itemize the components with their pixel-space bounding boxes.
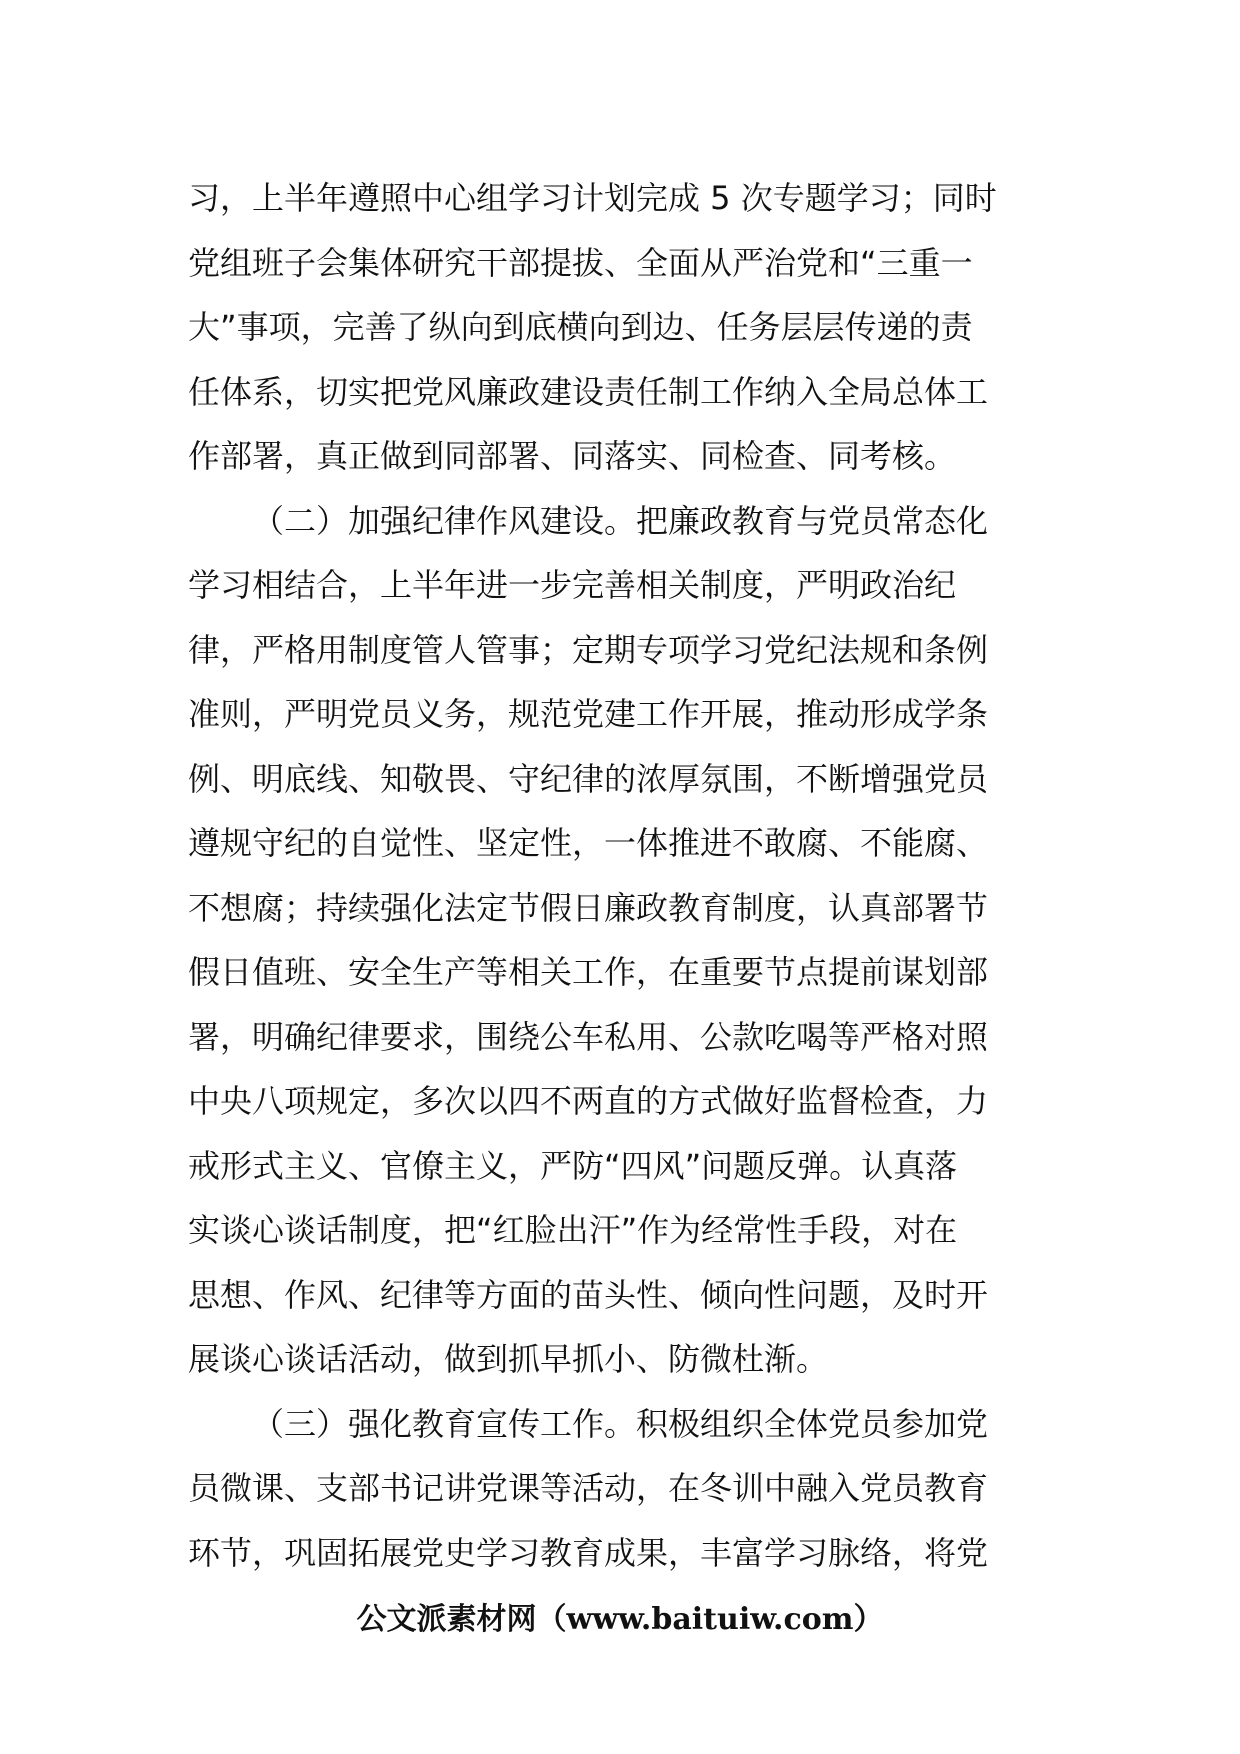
text-line: 假日值班、安全生产等相关工作，在重要节点提前谋划部 [188, 953, 989, 991]
text-line: 展谈心谈话活动，做到抓早抓小、防微杜渐。 [188, 1340, 829, 1378]
section-heading-line: （二）加强纪律作风建设。把廉政教育与党员常态化 [252, 501, 989, 540]
text-line: 戒形式主义、官僚主义，严防“四风”问题反弹。认真落 [188, 1146, 958, 1185]
text-line: 环节，巩固拓展党史学习教育成果，丰富学习脉络，将党 [188, 1533, 989, 1572]
section-heading-line: （三）强化教育宣传工作。积极组织全体党员参加党 [252, 1404, 989, 1443]
text-line: 律，严格用制度管人管事；定期专项学习党纪法规和条例 [188, 630, 989, 669]
text-line: 准则，严明党员义务，规范党建工作开展，推动形成学条 [188, 695, 989, 733]
text-line: 大”事项，完善了纵向到底横向到边、任务层层传递的责 [188, 308, 973, 346]
text-line: 署，明确纪律要求，围绕公车私用、公款吃喝等严格对照 [188, 1017, 989, 1056]
text-line: 学习相结合，上半年进一步完善相关制度，严明政治纪 [188, 566, 957, 604]
footer-watermark: 公文派素材网（www.baituiw.com） [356, 1602, 884, 1637]
text-line: 员微课、支部书记讲党课等活动，在冬训中融入党员教育 [188, 1469, 989, 1507]
text-line: 遵规守纪的自觉性、坚定性，一体推进不敢腐、不能腐、 [188, 824, 989, 862]
text-line: 党组班子会集体研究干部提拔、全面从严治党和“三重一 [188, 243, 973, 282]
text-line: 思想、作风、纪律等方面的苗头性、倾向性问题，及时开 [188, 1275, 989, 1314]
text-line: 不想腐；持续强化法定节假日廉政教育制度，认真部署节 [188, 888, 989, 927]
text-line: 实谈心谈话制度，把“红脸出汗”作为经常性手段，对在 [188, 1211, 958, 1249]
document-body [188, 166, 1056, 1585]
text-line: 作部署，真正做到同部署、同落实、同检查、同考核。 [188, 437, 957, 475]
text-line: 习，上半年遵照中心组学习计划完成 5 次专题学习；同时 [188, 179, 997, 217]
text-line: 中央八项规定，多次以四不两直的方式做好监督检查，力 [188, 1082, 989, 1120]
text-line: 例、明底线、知敬畏、守纪律的浓厚氛围，不断增强党员 [188, 759, 989, 798]
text-line: 任体系，切实把党风廉政建设责任制工作纳入全局总体工 [188, 372, 989, 411]
